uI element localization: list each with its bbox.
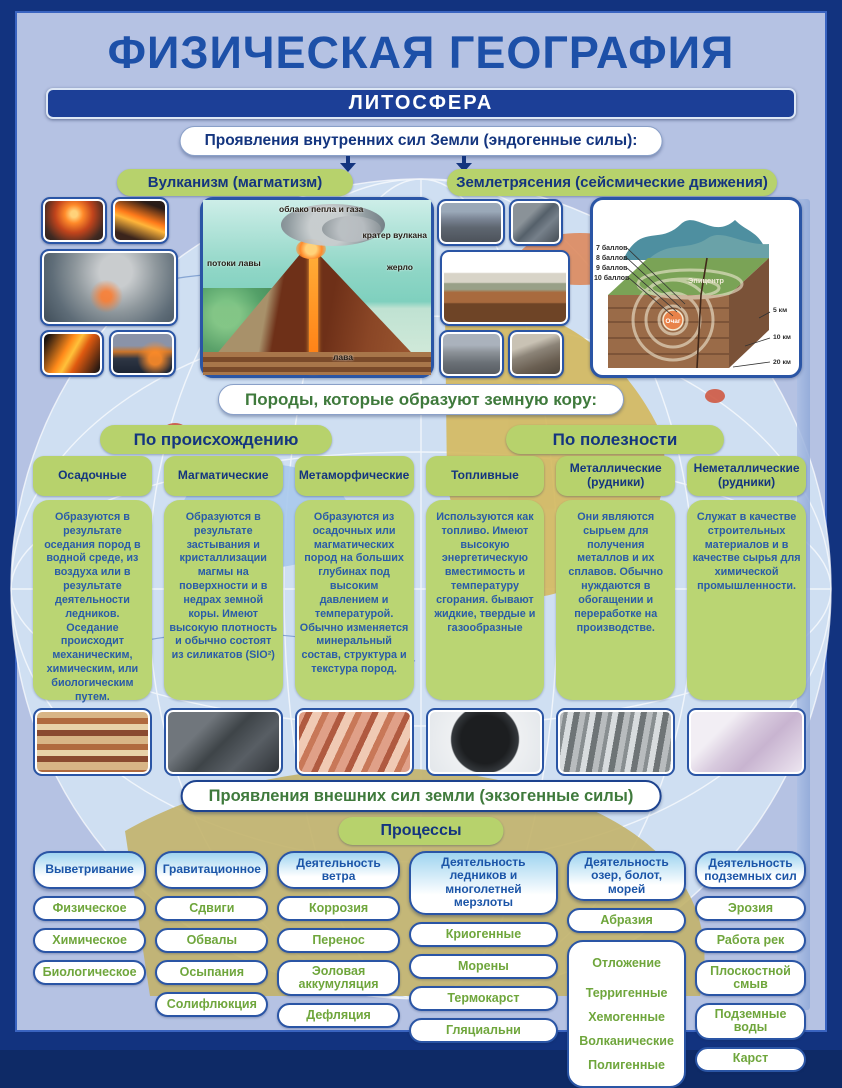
rock-column-sedimentary <box>33 456 152 776</box>
rock-photo-metamorphic <box>295 708 414 776</box>
rock-description: Они являются сырьем для получения металлов и их сплавов. Обычно нуждаются в обогащении и переработке на производстве. <box>556 500 675 700</box>
process-item: Обвалы <box>155 928 268 953</box>
rock-column-metamorphic <box>295 456 414 776</box>
process-item: Коррозия <box>277 896 399 921</box>
rock-type-label: Металлические (рудники) <box>556 456 675 496</box>
rocks-heading: Породы, которые образуют земную кору: <box>218 384 624 415</box>
rock-description: Образуются в результате оседания пород в водной среде, из воздуха или в результате деятельности ледников. Оседание происходит механическим, химическим, или биологическим путем. <box>33 500 152 700</box>
label-lava-flows: потоки лавы <box>207 258 261 268</box>
process-column-lakes <box>567 851 686 1088</box>
label-lava: лава <box>332 352 353 362</box>
label-depth-10km: 10 км <box>773 334 791 341</box>
volcano-photo-coastal-eruption <box>109 330 176 377</box>
earthquake-block-svg <box>593 200 799 375</box>
rock-column-nonmetallic <box>687 456 806 776</box>
process-group-item: Волканические <box>579 1034 674 1049</box>
rock-description: Образуются в результате застывания и кристаллизации магмы на поверхности и в недрах земной коры. Имеют высокую плотность и обычно состоят из силикатов (SIO²) <box>164 500 283 700</box>
group-by-origin: По происхождению <box>100 425 332 454</box>
process-header: Деятельность ледников и многолетней мерзлоты <box>409 851 558 915</box>
process-item: Термокарст <box>409 986 558 1011</box>
volcano-ground-strata <box>203 352 431 375</box>
process-item: Эрозия <box>695 896 806 921</box>
earthquake-photo-tilted-buildings <box>508 330 564 378</box>
process-item: Морены <box>409 954 558 979</box>
rock-column-fuel <box>426 456 545 776</box>
rock-type-label: Метаморфические <box>295 456 414 496</box>
group-by-utility: По полезности <box>506 425 724 454</box>
process-header: Деятельность подземных сил <box>695 851 806 889</box>
rock-photo-crystals <box>687 708 806 776</box>
rock-description: Образуются из осадочных или магматических пород на больших глубинах под высоким давлением и температурой. Обычно изменяется минеральный состав, структура и текстура пород. <box>295 500 414 700</box>
label-ash-cloud: облако пепла и газа <box>279 204 364 214</box>
process-item: Гляциальни <box>409 1018 558 1043</box>
process-group-item: Терригенные <box>585 986 668 1001</box>
process-group-item: Хемогенные <box>588 1010 665 1025</box>
rock-type-label: Осадочные <box>33 456 152 496</box>
earthquake-photo-rubble <box>439 330 504 378</box>
process-item: Солифлюкция <box>155 992 268 1017</box>
label-focus: Очаг <box>665 318 681 325</box>
earthquake-photo-collapsed-bridge <box>437 199 505 246</box>
branch-volcanism: Вулканизм (магматизм) <box>117 169 353 196</box>
label-intensity-8: 8 баллов <box>596 255 628 262</box>
volcano-photo-lava-fountain <box>41 197 107 244</box>
label-intensity-10: 10 баллов <box>594 275 630 282</box>
rock-type-label: Магматические <box>164 456 283 496</box>
rock-column-metallic <box>556 456 675 776</box>
rock-description: Используются как топливо. Имеют высокую энергетическую вместимость и температуру сгорания. бывают жидкие, твердые и газообразные <box>426 500 545 700</box>
process-header: Выветривание <box>33 851 146 889</box>
process-item: Биологическое <box>33 960 146 985</box>
processes-grid <box>33 851 806 1088</box>
process-item: Карст <box>695 1047 806 1072</box>
label-vent: жерло <box>386 262 413 272</box>
earthquake-fault-model-image <box>440 250 570 326</box>
process-group-item: Отложение <box>592 956 661 971</box>
volcano-photo-lava-flow <box>111 197 169 244</box>
rock-photo-metallic-ore <box>556 708 675 776</box>
rock-photo-coal <box>426 708 545 776</box>
process-header: Гравитационное <box>155 851 268 889</box>
rock-photo-sedimentary <box>33 708 152 776</box>
rock-photo-magmatic <box>164 708 283 776</box>
rock-description: Служат в качестве строительных материалов и в качестве сырья для химической промышленности. <box>687 500 806 700</box>
process-item: Химическое <box>33 928 146 953</box>
process-column-underground <box>695 851 806 1088</box>
process-item: Абразия <box>567 908 686 933</box>
rock-type-label: Неметаллические (рудники) <box>687 456 806 496</box>
process-column-gravitational <box>155 851 268 1088</box>
process-item: Осыпания <box>155 960 268 985</box>
volcano-photo-ash-eruption <box>40 249 178 326</box>
process-group-item: Полигенные <box>588 1058 665 1073</box>
earthquake-photo-cracked-road <box>509 199 563 246</box>
process-column-weathering <box>33 851 146 1088</box>
rock-type-label: Топливные <box>426 456 545 496</box>
branch-earthquakes: Землетрясения (сейсмические движения) <box>447 169 777 196</box>
endogenous-heading: Проявления внутренних сил Земли (эндогенные силы): <box>180 126 663 156</box>
process-item: Криогенные <box>409 922 558 947</box>
exogenous-heading: Проявления внешних сил земли (экзогенные силы) <box>181 780 662 812</box>
process-item: Подземные воды <box>695 1003 806 1039</box>
volcano-diagram <box>200 197 434 378</box>
process-item: Физическое <box>33 896 146 921</box>
process-item: Плоскостной смыв <box>695 960 806 996</box>
label-depth-5km: 5 км <box>773 307 788 314</box>
process-column-glaciers <box>409 851 558 1088</box>
process-group-box <box>567 940 686 1088</box>
rock-column-magmatic <box>164 456 283 776</box>
label-epicenter: Эпицентр <box>687 276 725 285</box>
process-header: Деятельность ветра <box>277 851 399 889</box>
processes-pill: Процессы <box>338 817 503 845</box>
label-depth-20km: 20 км <box>773 359 791 366</box>
label-intensity-7: 7 баллов <box>596 245 628 252</box>
label-crater: кратер вулкана <box>362 230 427 240</box>
process-item: Дефляция <box>277 1003 399 1028</box>
process-item: Перенос <box>277 928 399 953</box>
subtitle-bar: ЛИТОСФЕРА <box>46 88 796 119</box>
page-title: ФИЗИЧЕСКАЯ ГЕОГРАФИЯ <box>107 27 735 78</box>
process-header: Деятельность озер, болот, морей <box>567 851 686 901</box>
volcano-scene <box>203 200 431 375</box>
volcano-photo-lava-river <box>40 330 104 377</box>
process-item: Эоловая аккумуляция <box>277 960 399 996</box>
earthquake-diagram <box>590 197 802 378</box>
process-item: Работа рек <box>695 928 806 953</box>
process-column-wind <box>277 851 399 1088</box>
process-item: Сдвиги <box>155 896 268 921</box>
rocks-grid <box>33 456 806 776</box>
label-intensity-9: 9 баллов <box>596 265 628 272</box>
